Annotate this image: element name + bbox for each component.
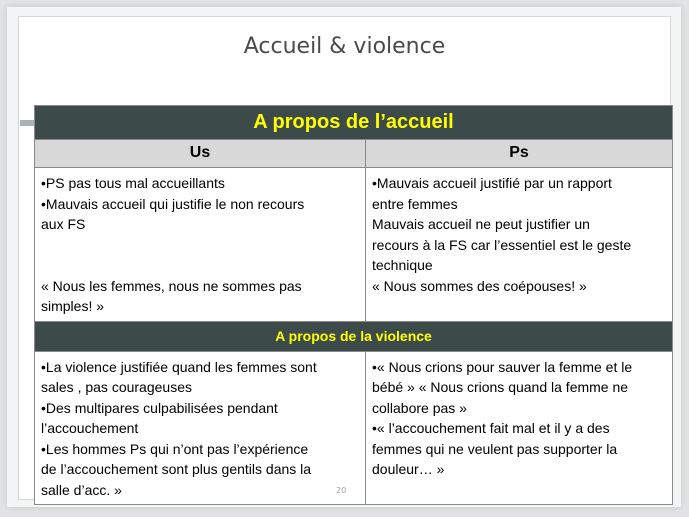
text-line: •La violence justifiée quand les femmes sont (41, 358, 317, 375)
spacer (41, 235, 359, 276)
text-line: femmes qui ne veulent pas supporter la (372, 440, 618, 457)
text-line: collabore pas » (372, 399, 467, 416)
cell-violence-ps (366, 351, 673, 505)
text-line: •Des multipares culpabilisées pendant (41, 399, 278, 416)
content-table (34, 105, 673, 505)
column-header-row (35, 140, 673, 168)
cell-accueil-ps (366, 168, 673, 322)
text-line: aux FS (41, 216, 86, 232)
text-line: •« Nous crions pour sauver la femme et le (372, 358, 633, 375)
section-row-violence (35, 321, 673, 351)
text-line: bébé » « Nous crions quand la femme ne (372, 379, 629, 395)
text-line: douleur… » (372, 461, 445, 477)
text-line: •« l’accouchement fait mal et il y a des (372, 420, 610, 436)
quote-line: simples! » (41, 298, 105, 314)
text-line: Mauvais accueil ne peut justifier un (372, 216, 590, 232)
text-line: salle d’acc. » (41, 481, 122, 498)
column-header-ps: Ps (366, 140, 673, 168)
page-number: 20 (336, 486, 347, 495)
decorative-bar (20, 120, 34, 126)
text-line: •PS pas tous mal accueillants (41, 175, 225, 191)
text-line: de l’accouchement sont plus gentils dans la (41, 461, 312, 477)
column-header-us: Us (35, 140, 366, 168)
section-title-accueil: A propos de l’accueil (35, 106, 673, 140)
slide-title: Accueil & violence (243, 34, 446, 59)
text-line: l’accouchement (41, 420, 139, 436)
text-line: •Mauvais accueil qui justifie le non recours (41, 195, 305, 212)
table-row (35, 351, 673, 505)
quote-line: « Nous les femmes, nous ne sommes pas (41, 277, 302, 294)
section-title-violence: A propos de la violence (35, 321, 673, 351)
text-line: sales , pas courageuses (41, 379, 192, 395)
text-line: entre femmes (372, 195, 458, 212)
text-line: •Mauvais accueil justifié par un rapport (372, 175, 612, 191)
text-line: •Les hommes Ps qui n’ont pas l’expérience (41, 440, 309, 457)
text-line: technique (372, 257, 433, 273)
quote-line: « Nous sommes des coépouses! » (372, 277, 587, 294)
table-header-row (35, 106, 673, 140)
table-row (35, 168, 673, 322)
cell-accueil-us (35, 168, 366, 322)
cell-violence-us (35, 351, 366, 505)
text-line: recours à la FS car l’essentiel est le geste (372, 236, 632, 253)
